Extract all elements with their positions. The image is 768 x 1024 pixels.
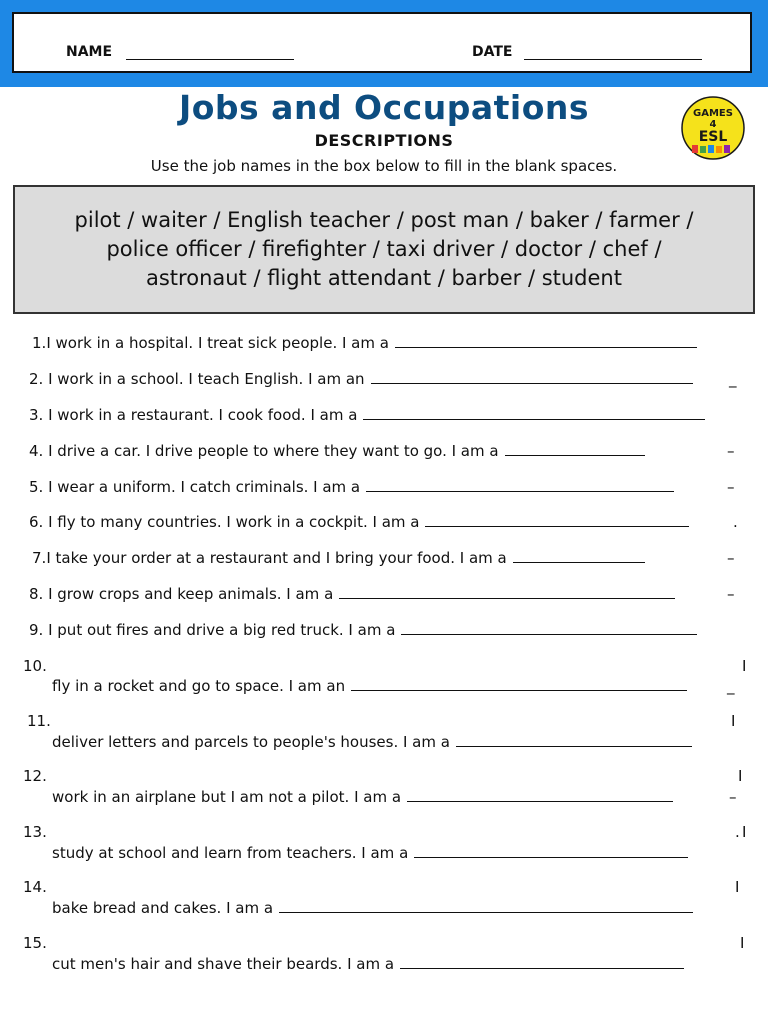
stray-mark: I <box>742 823 747 841</box>
logo-text-games: GAMES <box>693 108 733 119</box>
question-11 <box>52 733 692 751</box>
stray-mark: . <box>733 513 738 531</box>
page-title: Jobs and Occupations <box>178 88 590 127</box>
name-date-box <box>12 12 752 73</box>
question-text: work in an airplane but I am not a pilot. I am a <box>52 788 402 806</box>
word-bank-box <box>13 185 755 314</box>
question-text: bake bread and cakes. I am a <box>52 899 274 917</box>
question-number: 6. <box>29 513 44 531</box>
stray-mark: – <box>729 788 737 806</box>
logo-text-4: 4 <box>709 119 717 130</box>
question-8 <box>29 585 675 603</box>
question-number: 7. <box>32 549 47 567</box>
answer-blank[interactable] <box>366 478 674 492</box>
question-number-10: 10. <box>23 657 47 675</box>
question-12 <box>52 788 673 806</box>
answer-blank[interactable] <box>513 549 645 563</box>
question-14 <box>52 899 693 917</box>
question-6 <box>29 513 689 531</box>
stray-mark: _ <box>729 370 737 388</box>
answer-blank[interactable] <box>363 406 705 420</box>
question-number-14: 14. <box>23 878 47 896</box>
date-label: DATE <box>472 44 513 60</box>
question-number-15: 15. <box>23 934 47 952</box>
name-label: NAME <box>66 44 113 60</box>
question-text: study at school and learn from teachers. I am a <box>52 844 409 862</box>
question-text: I put out fires and drive a big red truck. I am a <box>48 621 396 639</box>
name-field[interactable] <box>126 59 294 60</box>
question-number-13: 13. <box>23 823 47 841</box>
question-number: 9. <box>29 621 44 639</box>
answer-blank[interactable] <box>505 442 645 456</box>
page-subtitle: DESCRIPTIONS <box>314 131 454 150</box>
question-9 <box>29 621 697 639</box>
question-number: 5. <box>29 478 44 496</box>
answer-blank[interactable] <box>351 677 687 691</box>
question-text: I drive a car. I drive people to where they want to go. I am a <box>48 442 499 460</box>
question-15 <box>52 955 684 973</box>
stray-mark: – <box>727 478 735 496</box>
answer-blank[interactable] <box>400 955 684 969</box>
answer-blank[interactable] <box>407 788 673 802</box>
stray-mark: I <box>735 878 740 896</box>
date-field[interactable] <box>524 59 702 60</box>
question-7 <box>32 549 645 567</box>
answer-blank[interactable] <box>456 733 692 747</box>
answer-blank[interactable] <box>371 370 693 384</box>
question-text: I wear a uniform. I catch criminals. I am a <box>48 478 361 496</box>
stray-mark: I <box>742 657 747 675</box>
question-number: 8. <box>29 585 44 603</box>
stray-mark: – <box>727 549 735 567</box>
question-text: I grow crops and keep animals. I am a <box>48 585 334 603</box>
question-text: I work in a restaurant. I cook food. I am a <box>48 406 358 424</box>
answer-blank[interactable] <box>425 513 689 527</box>
stray-mark: _ <box>727 677 735 695</box>
question-4 <box>29 442 645 460</box>
question-1 <box>32 334 697 352</box>
question-13 <box>52 844 688 862</box>
stray-mark: I <box>738 767 743 785</box>
question-number-11: 11. <box>27 712 51 730</box>
question-10 <box>52 677 687 695</box>
question-number-12: 12. <box>23 767 47 785</box>
question-text: deliver letters and parcels to people's houses. I am a <box>52 733 450 751</box>
question-2 <box>29 370 693 388</box>
question-text: fly in a rocket and go to space. I am an <box>52 677 346 695</box>
word-bank-line: police officer / firefighter / taxi driver / doctor / chef / <box>106 237 662 261</box>
stray-mark: . <box>735 823 740 841</box>
question-text: I work in a school. I teach English. I am an <box>48 370 365 388</box>
question-5 <box>29 478 674 496</box>
question-3 <box>29 406 705 424</box>
answer-blank[interactable] <box>395 334 697 348</box>
logo-text-esl: ESL <box>698 129 728 145</box>
stray-mark: – <box>727 585 735 603</box>
question-number: 4. <box>29 442 44 460</box>
question-number: 1. <box>32 334 47 352</box>
question-number: 2. <box>29 370 44 388</box>
answer-blank[interactable] <box>279 899 693 913</box>
stray-mark: I <box>731 712 736 730</box>
question-text: I work in a hospital. I treat sick people. I am a <box>46 334 389 352</box>
games4esl-logo <box>678 96 748 160</box>
question-number: 3. <box>29 406 44 424</box>
question-text: I take your order at a restaurant and I bring your food. I am a <box>46 549 507 567</box>
stray-mark: – <box>727 442 735 460</box>
instructions-text: Use the job names in the box below to fill in the blank spaces. <box>150 157 618 175</box>
stray-mark: I <box>740 934 745 952</box>
word-bank-line: pilot / waiter / English teacher / post man / baker / farmer / <box>74 208 694 232</box>
answer-blank[interactable] <box>401 621 697 635</box>
question-text: cut men's hair and shave their beards. I am a <box>52 955 395 973</box>
question-text: I fly to many countries. I work in a cockpit. I am a <box>48 513 420 531</box>
answer-blank[interactable] <box>414 844 688 858</box>
word-bank-line: astronaut / flight attendant / barber / student <box>146 266 622 290</box>
answer-blank[interactable] <box>339 585 675 599</box>
